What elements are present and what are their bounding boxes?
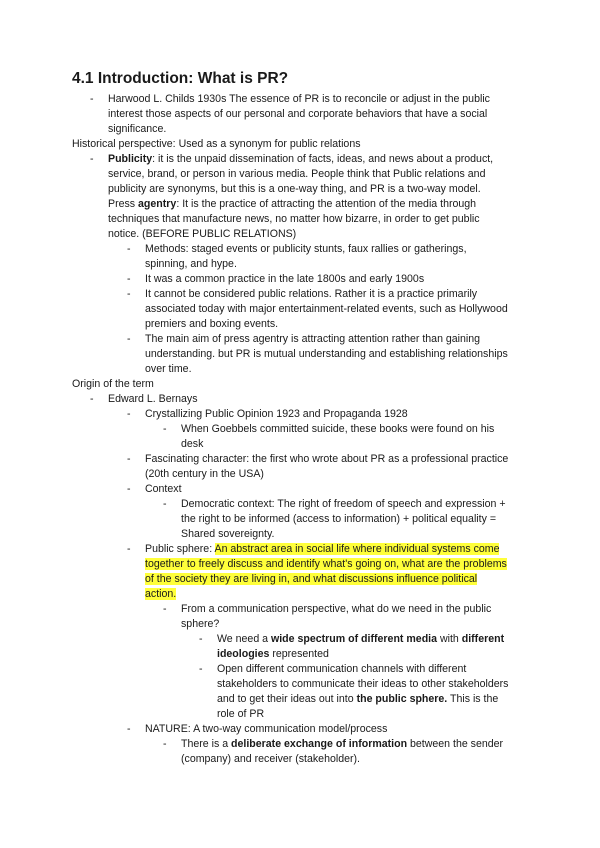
ideologies-bold: ideologies (217, 648, 270, 660)
deliberate-rest: between the sender (407, 738, 504, 750)
origin-label: Origin of the term (72, 378, 154, 390)
democratic-line-3: Shared sovereignty. (181, 528, 275, 540)
bullet-dash: - (163, 603, 167, 615)
open-line-4: role of PR (217, 708, 265, 720)
bernays-name: Edward L. Bernays (108, 393, 198, 405)
open-line-2: stakeholders to communicate their ideas to other stakeholders (217, 678, 509, 690)
historical-perspective-label: Historical perspective: Used as a synonym for public relations (72, 138, 361, 150)
bullet-dash: - (199, 663, 203, 675)
publicity-line-3: publicity are synonyms, but this is a one-way thing, and PR is a two-way model. (108, 183, 481, 195)
bullet-dash: - (127, 408, 131, 420)
cannot-line-3: premiers and boxing events. (145, 318, 279, 330)
open-line-1: Open different communication channels with different (217, 663, 467, 675)
deliberate-line-1 (181, 737, 503, 752)
public-sphere-line-1 (145, 542, 499, 557)
cannot-line-2: associated today with major entertainment-related events, such as Hollywood (145, 303, 508, 315)
bullet-dash: - (163, 498, 167, 510)
publicity-line-2: service, brand, or person in various media. People think that Public relations and (108, 168, 486, 180)
methods-line-2: spinning, and hype. (145, 258, 237, 270)
bullet-dash: - (90, 153, 94, 165)
deliberate-pre: There is a (181, 738, 232, 750)
highlighted-definition: together to freely discuss and identify what's going on, what are the problems (145, 558, 507, 570)
media-spectrum-bold: wide spectrum of different media (271, 633, 437, 645)
publicity-line-5: techniques that manufacture news, no matter how bizarre, in order to get public (108, 213, 480, 225)
bullet-dash: - (127, 723, 131, 735)
press-word: Press (108, 198, 139, 210)
aim-line-2: understanding. but PR is mutual understanding and establishing relationships (145, 348, 508, 360)
nature-line: NATURE: A two-way communication model/process (145, 723, 388, 735)
public-sphere-label: Public sphere: (145, 543, 215, 555)
bullet-dash: - (163, 738, 167, 750)
bullet-dash: - (127, 288, 131, 300)
harwood-line-2: interest those aspects of our personal and corporate behaviors that have a social (108, 108, 488, 120)
common-practice-line: It was a common practice in the late 1800s and early 1900s (145, 273, 425, 285)
bullet-dash: - (127, 483, 131, 495)
bullet-dash: - (127, 543, 131, 555)
aim-line-1: The main aim of press agentry is attracting attention rather than gaining (145, 333, 481, 345)
context-label: Context (145, 483, 182, 495)
public-sphere-line-3 (145, 572, 477, 587)
bullet-dash: - (90, 393, 94, 405)
highlighted-definition: An abstract area in social life where individual systems come (214, 543, 500, 555)
represented-text: represented (269, 648, 329, 660)
open-text: and to get their ideas out into (217, 693, 357, 705)
bullet-dash: - (127, 453, 131, 465)
need-line-1 (217, 632, 504, 647)
bullet-dash: - (127, 273, 131, 285)
fascinating-line-2: (20th century in the USA) (145, 468, 264, 480)
deliberate-line-2: (company) and receiver (stakeholder). (181, 753, 360, 765)
harwood-line-1: Harwood L. Childs 1930s The essence of PR is to reconcile or adjust in the public (108, 93, 490, 105)
publicity-line-6: notice. (BEFORE PUBLIC RELATIONS) (108, 228, 297, 240)
communication-line-1: From a communication perspective, what do we need in the public (181, 603, 492, 615)
methods-line-1: Methods: staged events or publicity stunts, faux rallies or gatherings, (145, 243, 467, 255)
agentry-term: agentry (138, 198, 177, 210)
cannot-line-1: It cannot be considered public relations. Rather it is a practice primarily (145, 288, 478, 300)
need-text: We need a (217, 633, 271, 645)
publicity-line-4 (108, 197, 476, 212)
communication-line-2: sphere? (181, 618, 220, 630)
democratic-line-2: the right to be informed (access to information) + political equality = (181, 513, 497, 525)
bullet-dash: - (127, 243, 131, 255)
highlighted-definition: action. (145, 588, 177, 600)
goebbels-line-1: When Goebbels committed suicide, these books were found on his (181, 423, 495, 435)
publicity-term: Publicity (108, 153, 153, 165)
harwood-line-3: significance. (108, 123, 167, 135)
bullet-dash: - (199, 633, 203, 645)
open-line-3 (217, 692, 498, 707)
page-title: 4.1 Introduction: What is PR? (72, 70, 289, 87)
agentry-text: : It is the practice of attracting the attention of the media through (176, 198, 477, 210)
need-line-2 (217, 647, 329, 662)
bullet-dash: - (163, 423, 167, 435)
deliberate-bold: deliberate exchange of information (231, 738, 408, 750)
crystallizing-line: Crystallizing Public Opinion 1923 and Propaganda 1928 (145, 408, 408, 420)
democratic-line-1: Democratic context: The right of freedom of speech and expression + (181, 498, 506, 510)
fascinating-line-1: Fascinating character: the first who wrote about PR as a professional practice (145, 453, 509, 465)
highlighted-definition: of the society they are living in, and what discussions influence political (145, 573, 478, 585)
goebbels-line-2: desk (181, 438, 204, 450)
public-sphere-bold: the public sphere. (356, 693, 448, 705)
need-with: with (437, 633, 462, 645)
aim-line-3: over time. (145, 363, 192, 375)
public-sphere-line-2 (145, 557, 507, 572)
publicity-text: : it is the unpaid dissemination of facts, ideas, and news about a product, (152, 153, 494, 165)
different-bold: different (461, 633, 505, 645)
bullet-dash: - (90, 93, 94, 105)
publicity-line-1 (108, 152, 493, 167)
bullet-dash: - (127, 333, 131, 345)
open-rest: This is the (447, 693, 499, 705)
public-sphere-line-4 (145, 587, 176, 602)
